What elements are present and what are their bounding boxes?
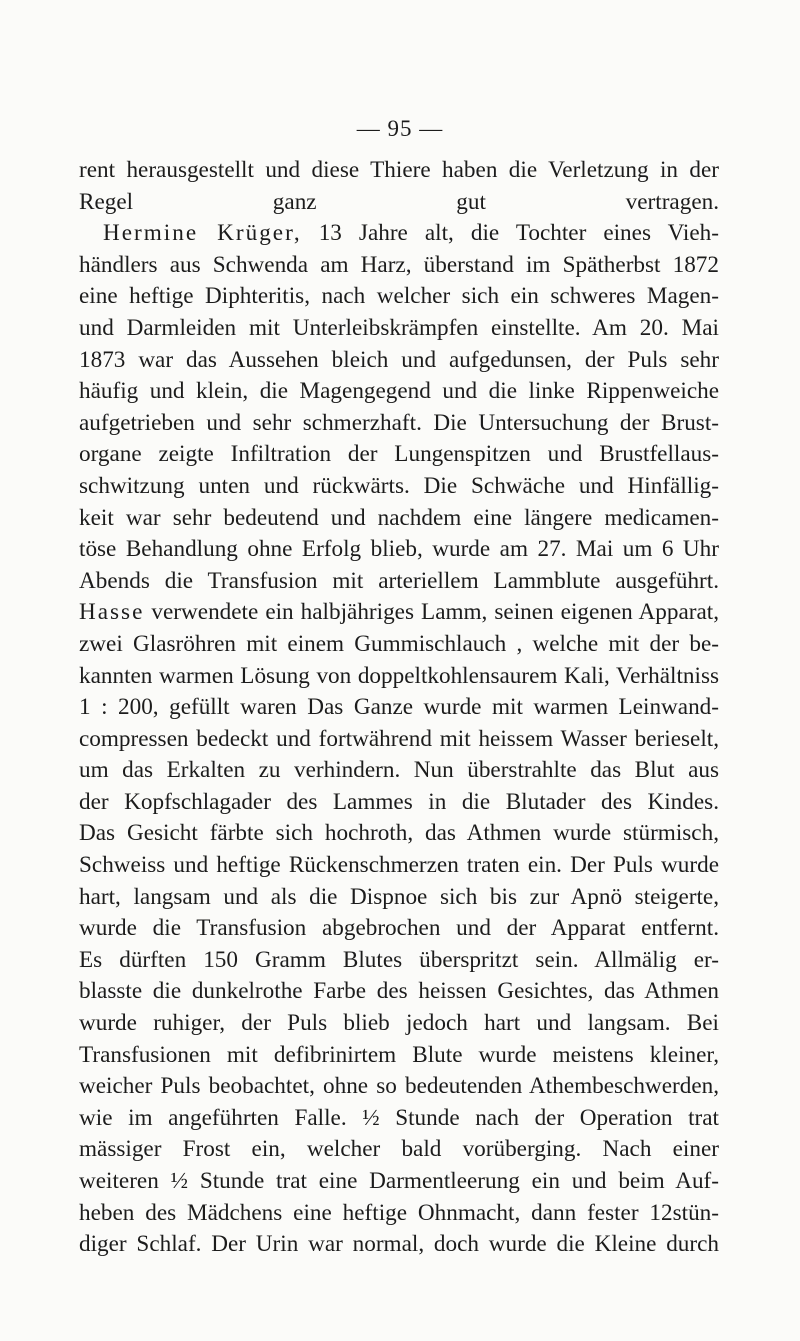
text-line [79,1229,719,1261]
line-text: compressen bedeckt und fortwährend mit heissem Wasser berieselt, [79,725,719,752]
line-text: und Darmleiden mit Unterleibskrämpfen einstellte. Am 20. Mai [79,314,719,341]
line-text: diger Schlaf. Der Urin war normal, doch wurde die Kleine durch [79,1231,719,1258]
text-line [79,313,719,345]
line-text: Schweiss und heftige Rückenschmerzen traten ein. Der Puls wurde [79,852,719,879]
text-line [79,976,719,1008]
line-text: häufig und klein, die Magengegend und die linke Rippenweiche [79,378,719,405]
text-line [79,345,719,377]
line-text: weiteren ½ Stunde trat eine Darmentleerung ein und beim Auf- [79,1168,719,1194]
text-line [79,755,719,787]
text-line [79,913,719,945]
text-line [79,281,719,313]
line-text: Es dürften 150 Gramm Blutes überspritzt sein. Allmälig er- [79,946,719,973]
line-text: um das Erkalten zu verhindern. Nun überstrahlte das Blut aus [79,757,719,784]
text-line [79,187,719,219]
line-text: schwitzung unten und rückwärts. Die Schwäche und Hinfällig- [79,472,719,499]
line-text: rent herausgestellt und diese Thiere haben die Verletzung in der [79,157,719,183]
text-line [79,250,719,282]
line-text: verwendete ein halbjähriges Lamm, seinen eigenen Apparat, [144,599,719,626]
line-text: Das Gesicht färbte sich hochroth, das Athmen wurde stürmisch, [79,820,719,847]
page-number: — 95 — [356,116,444,141]
text-line [79,818,719,850]
line-text: blasste die dunkelrothe Farbe des heissen Gesichtes, das Athmen [79,978,719,1005]
line-text: Abends die Transfusion mit arteriellem Lammblute ausgeführt. [79,567,719,594]
text-line [79,661,719,693]
line-text: keit war sehr bedeutend und nachdem eine längere medicamen- [79,504,719,531]
text-line [79,534,719,566]
text-line [79,1166,719,1198]
line-text: 13 Jahre alt, die Tochter eines Vieh- [301,220,719,247]
spaced-name: Hasse [79,599,145,626]
line-text: organe zeigte Infiltration der Lungenspitzen und Brustfellaus- [79,441,719,468]
line-text: wurde ruhiger, der Puls blieb jedoch hart und langsam. Bei [79,1010,719,1037]
text-line [79,724,719,756]
line-text: eine heftige Diphteritis, nach welcher sich ein schweres Magen- [79,283,719,310]
line-text: wurde die Transfusion abgebrochen und der Apparat entfernt. [79,915,719,942]
line-text: kannten warmen Lösung von doppeltkohlensaurem Kali, Verhältniss [79,662,719,689]
text-line [79,503,719,535]
spaced-name: Hermine Krüger, [103,220,302,247]
text-line [79,787,719,819]
text-line [79,376,719,408]
line-text: weicher Puls beobachtet, ohne so bedeutenden Athembeschwerden, [79,1073,719,1100]
text-line [79,408,719,440]
text-line [79,439,719,471]
line-text: Regel ganz gut vertragen. [79,188,719,215]
line-text: hart, langsam und als die Dispnoe sich bis zur Apnö steigerte, [79,883,719,910]
text-line [79,471,719,503]
line-text: händlers aus Schwenda am Harz, überstand im Spätherbst 1872 [79,251,719,278]
line-text: wie im angeführten Falle. ½ Stunde nach der Operation trat [79,1104,719,1131]
line-text: Transfusionen mit defibrinirtem Blute wurde meistens kleiner, [79,1041,719,1068]
text-line [79,1198,719,1230]
line-text: heben des Mädchens eine heftige Ohnmacht, dann fester 12stün- [79,1199,719,1226]
text-line [79,945,719,977]
line-text: aufgetrieben und sehr schmerzhaft. Die Untersuchung der Brust- [79,409,719,436]
body-text [79,155,719,1261]
text-line [79,155,719,187]
text-line [79,882,719,914]
text-line [79,629,719,661]
line-text: töse Behandlung ohne Erfolg blieb, wurde am 27. Mai um 6 Uhr [79,536,719,563]
text-line [79,692,719,724]
text-line [79,218,719,250]
text-line [79,1071,719,1103]
text-line [79,1040,719,1072]
line-text: der Kopfschlagader des Lammes in die Blutader des Kindes. [79,788,719,815]
text-line [79,1134,719,1166]
line-text: 1 : 200, gefüllt waren Das Ganze wurde mit warmen Leinwand- [79,694,719,721]
text-line [79,850,719,882]
text-line [79,597,719,629]
line-text: zwei Glasröhren mit einem Gummischlauch , welche mit der be- [79,630,719,657]
text-line [79,1103,719,1135]
line-text: 1873 war das Aussehen bleich und aufgedunsen, der Puls sehr [79,346,719,373]
text-line [79,1008,719,1040]
line-text: mässiger Frost ein, welcher bald vorüberging. Nach einer [79,1136,719,1163]
text-line [79,566,719,598]
